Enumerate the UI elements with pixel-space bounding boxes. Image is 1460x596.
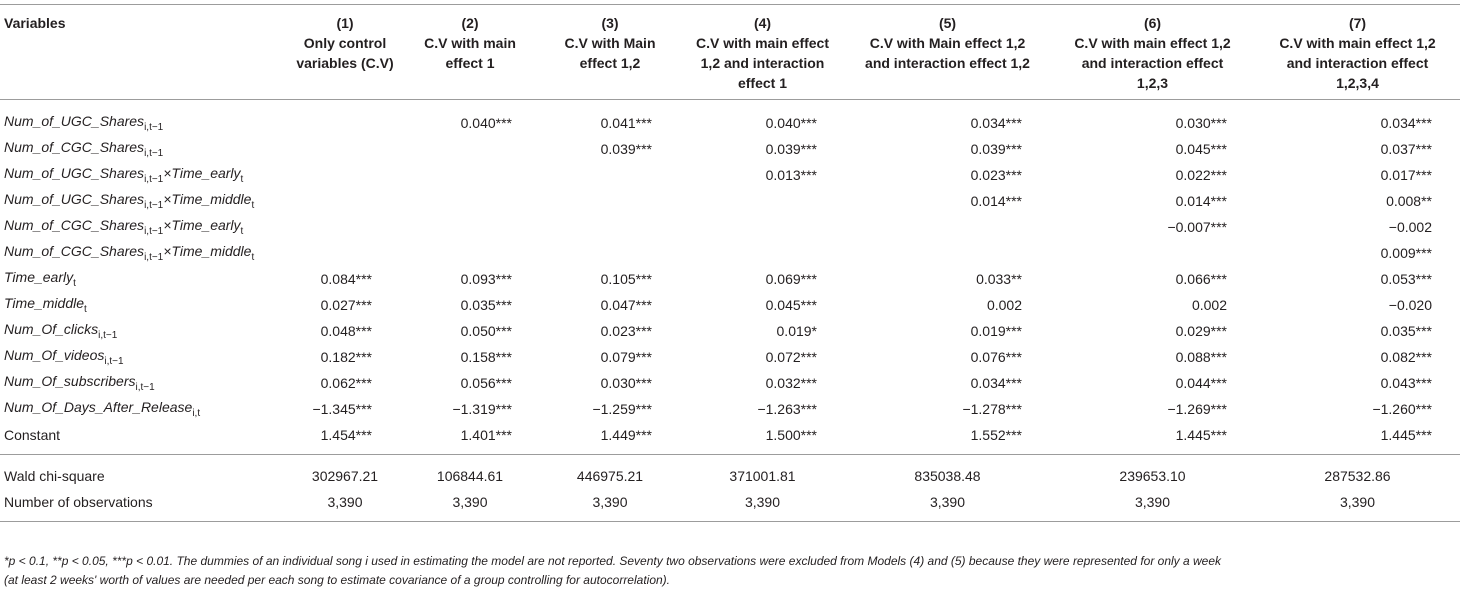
coefficient-cell: 0.014*** bbox=[970, 193, 1022, 209]
coefficient-cell: 0.013*** bbox=[765, 167, 817, 183]
coefficient-cell: 0.041*** bbox=[600, 115, 652, 131]
footnote-line-2: (at least 2 weeks' worth of values are needed per each song to estimate covariance of a group controlling for autocorrelation). bbox=[4, 573, 670, 587]
coefficient-cell: 0.030*** bbox=[1175, 115, 1227, 131]
coefficient-cell: 0.035*** bbox=[1380, 323, 1432, 339]
coefficient-cell: 0.050*** bbox=[460, 323, 512, 339]
coefficient-cell bbox=[290, 214, 400, 240]
coefficient-cell: 0.093*** bbox=[460, 271, 512, 287]
wald-cell: 302967.21 bbox=[290, 455, 400, 490]
coefficient-cell bbox=[540, 214, 680, 240]
interaction-term: ×Time_middle bbox=[163, 191, 252, 208]
coefficient-cell: 0.158*** bbox=[460, 349, 512, 365]
coefficient-cell: 0.045*** bbox=[765, 297, 817, 313]
variable-label bbox=[0, 188, 290, 214]
coefficient-cell: 0.056*** bbox=[460, 375, 512, 391]
wald-cell: 446975.21 bbox=[540, 455, 680, 490]
coefficient-cell: −1.263*** bbox=[757, 401, 817, 417]
coefficient-cell: −1.269*** bbox=[1167, 401, 1227, 417]
constant-cell: 1.445*** bbox=[1380, 427, 1432, 443]
wald-cell: 835038.48 bbox=[845, 455, 1050, 490]
coefficient-cell bbox=[845, 214, 1050, 240]
coefficient-cell: 0.040*** bbox=[765, 115, 817, 131]
variable-subscript: i,t bbox=[192, 407, 201, 419]
coefficient-cell: −1.319*** bbox=[452, 401, 512, 417]
interaction-subscript: t bbox=[251, 199, 255, 211]
coefficient-cell: 0.039*** bbox=[600, 141, 652, 157]
interaction-subscript: t bbox=[240, 173, 244, 185]
coefficient-cell: 0.029*** bbox=[1175, 323, 1227, 339]
coefficient-cell bbox=[680, 240, 845, 266]
coefficient-cell bbox=[400, 136, 540, 162]
observations-cell: 3,390 bbox=[1255, 489, 1460, 522]
coefficient-cell: 0.084*** bbox=[320, 271, 372, 287]
coefficient-cell: 0.023*** bbox=[970, 167, 1022, 183]
variable-subscript: i,t−1 bbox=[144, 173, 164, 185]
coefficient-cell: 0.009*** bbox=[1380, 245, 1432, 261]
coefficient-cell: 0.034*** bbox=[970, 375, 1022, 391]
observations-cell: 3,390 bbox=[1050, 489, 1255, 522]
regression-table bbox=[0, 4, 1460, 522]
wald-cell: 287532.86 bbox=[1255, 455, 1460, 490]
coefficient-cell: 0.022*** bbox=[1175, 167, 1227, 183]
coefficient-cell: 0.034*** bbox=[970, 115, 1022, 131]
variable-name: Num_of_UGC_Shares bbox=[4, 191, 145, 208]
coefficient-cell bbox=[680, 214, 845, 240]
variable-subscript: t bbox=[84, 303, 87, 315]
variable-name: Num_of_CGC_Shares bbox=[4, 243, 145, 260]
interaction-term: ×Time_early bbox=[163, 217, 241, 234]
observations-cell: 3,390 bbox=[290, 489, 400, 522]
coefficient-cell: 0.105*** bbox=[600, 271, 652, 287]
table-row bbox=[0, 214, 1460, 240]
table-row bbox=[0, 136, 1460, 162]
table-row bbox=[0, 292, 1460, 318]
coefficient-cell: 0.034*** bbox=[1380, 115, 1432, 131]
constant-label: Constant bbox=[4, 427, 61, 443]
coefficient-cell bbox=[290, 136, 400, 162]
table-footnote bbox=[4, 552, 1456, 590]
coefficient-cell: 0.062*** bbox=[320, 375, 372, 391]
variable-label bbox=[0, 344, 290, 370]
coefficient-cell bbox=[400, 162, 540, 188]
coefficient-cell: 0.023*** bbox=[600, 323, 652, 339]
header-model-3: (3) C.V with Main effect 1,2 bbox=[540, 5, 680, 100]
coefficient-cell: 0.053*** bbox=[1380, 271, 1432, 287]
coefficient-cell bbox=[845, 240, 1050, 266]
coefficient-cell: 0.019*** bbox=[970, 323, 1022, 339]
constant-cell: 1.449*** bbox=[600, 427, 652, 443]
observations-row bbox=[0, 489, 1460, 522]
coefficient-cell bbox=[1050, 240, 1255, 266]
coefficient-cell: 0.066*** bbox=[1175, 271, 1227, 287]
coefficient-cell: 0.039*** bbox=[765, 141, 817, 157]
coefficient-cell: 0.030*** bbox=[600, 375, 652, 391]
coefficient-cell bbox=[540, 188, 680, 214]
variable-label bbox=[0, 214, 290, 240]
variable-subscript: t bbox=[73, 277, 76, 289]
variable-subscript: i,t−1 bbox=[144, 121, 164, 133]
coefficient-cell: 0.019* bbox=[776, 323, 817, 339]
table-row bbox=[0, 344, 1460, 370]
table-row bbox=[0, 318, 1460, 344]
header-model-2: (2) C.V with main effect 1 bbox=[400, 5, 540, 100]
variable-name: Num_of_UGC_Shares bbox=[4, 165, 145, 182]
header-model-6: (6) C.V with main effect 1,2 and interaction effect 1,2,3 bbox=[1050, 5, 1255, 100]
coefficient-cell: 0.182*** bbox=[320, 349, 372, 365]
variable-label bbox=[0, 162, 290, 188]
coefficient-cell: 0.033** bbox=[976, 271, 1022, 287]
coefficient-cell: 0.069*** bbox=[765, 271, 817, 287]
coefficient-cell: 0.045*** bbox=[1175, 141, 1227, 157]
variable-name: Num_of_CGC_Shares bbox=[4, 139, 145, 156]
observations-cell: 3,390 bbox=[845, 489, 1050, 522]
observations-cell: 3,390 bbox=[680, 489, 845, 522]
variable-name: Num_of_CGC_Shares bbox=[4, 217, 145, 234]
coefficient-cell bbox=[400, 214, 540, 240]
constant-row bbox=[0, 422, 1460, 455]
coefficient-cell bbox=[400, 188, 540, 214]
variable-label bbox=[0, 100, 290, 137]
variable-name: Time_early bbox=[4, 269, 74, 286]
coefficient-cell bbox=[680, 188, 845, 214]
coefficient-cell: 0.014*** bbox=[1175, 193, 1227, 209]
coefficient-cell: −0.020 bbox=[1388, 297, 1432, 313]
variable-subscript: i,t−1 bbox=[144, 225, 164, 237]
variable-subscript: i,t−1 bbox=[135, 381, 155, 393]
variable-label bbox=[0, 240, 290, 266]
coefficient-cell bbox=[540, 240, 680, 266]
constant-cell: 1.445*** bbox=[1175, 427, 1227, 443]
coefficient-cell: 0.035*** bbox=[460, 297, 512, 313]
coefficient-cell: −0.002 bbox=[1388, 219, 1432, 235]
variable-name: Num_Of_videos bbox=[4, 347, 105, 364]
header-row bbox=[0, 5, 1460, 100]
coefficient-cell: 0.008** bbox=[1386, 193, 1432, 209]
wald-label: Wald chi-square bbox=[0, 455, 290, 490]
coefficient-cell: 0.017*** bbox=[1380, 167, 1432, 183]
wald-cell: 239653.10 bbox=[1050, 455, 1255, 490]
variable-label bbox=[0, 292, 290, 318]
coefficient-cell bbox=[400, 240, 540, 266]
variable-name: Num_Of_clicks bbox=[4, 321, 99, 338]
footnote-line-1: *p < 0.1, **p < 0.05, ***p < 0.01. The dummies of an individual song i used in estimating the model are not reported. Seventy two observations were excluded from Models (4) and (5) because they were represented for only a week bbox=[4, 554, 1222, 568]
coefficient-cell: 0.027*** bbox=[320, 297, 372, 313]
coefficient-cell: 0.002 bbox=[1191, 297, 1227, 313]
table-row bbox=[0, 100, 1460, 137]
coefficient-cell: 0.044*** bbox=[1175, 375, 1227, 391]
coefficient-cell: 0.088*** bbox=[1175, 349, 1227, 365]
wald-row bbox=[0, 455, 1460, 490]
observations-cell: 3,390 bbox=[400, 489, 540, 522]
observations-cell: 3,390 bbox=[540, 489, 680, 522]
header-model-1: (1) Only control variables (C.V) bbox=[290, 5, 400, 100]
coefficient-cell: 0.037*** bbox=[1380, 141, 1432, 157]
interaction-subscript: t bbox=[251, 251, 255, 263]
table-row bbox=[0, 162, 1460, 188]
table-row bbox=[0, 188, 1460, 214]
coefficient-cell: 0.076*** bbox=[970, 349, 1022, 365]
coefficient-cell: 0.072*** bbox=[765, 349, 817, 365]
coefficient-cell: 0.040*** bbox=[460, 115, 512, 131]
coefficient-cell: 0.047*** bbox=[600, 297, 652, 313]
interaction-term: ×Time_early bbox=[163, 165, 241, 182]
variable-label bbox=[0, 266, 290, 292]
variable-label bbox=[0, 370, 290, 396]
coefficient-cell: 0.048*** bbox=[320, 323, 372, 339]
variable-label bbox=[0, 396, 290, 422]
coefficient-cell: 0.079*** bbox=[600, 349, 652, 365]
coefficient-cell: 0.043*** bbox=[1380, 375, 1432, 391]
variable-name: Time_middle bbox=[4, 295, 85, 312]
header-variables: Variables bbox=[0, 5, 290, 100]
coefficient-cell: 0.082*** bbox=[1380, 349, 1432, 365]
coefficient-cell bbox=[290, 162, 400, 188]
coefficient-cell: 0.002 bbox=[986, 297, 1022, 313]
variable-subscript: i,t−1 bbox=[104, 355, 124, 367]
variable-label bbox=[0, 318, 290, 344]
table-row bbox=[0, 370, 1460, 396]
observations-label: Number of observations bbox=[0, 489, 290, 522]
coefficient-cell: −0.007*** bbox=[1167, 219, 1227, 235]
header-model-5: (5) C.V with Main effect 1,2 and interaction effect 1,2 bbox=[845, 5, 1050, 100]
header-model-4: (4) C.V with main effect 1,2 and interaction effect 1 bbox=[680, 5, 845, 100]
constant-cell: 1.401*** bbox=[460, 427, 512, 443]
variable-name: Num_Of_subscribers bbox=[4, 373, 136, 390]
variable-name: Num_of_UGC_Shares bbox=[4, 113, 145, 130]
constant-cell: 1.552*** bbox=[970, 427, 1022, 443]
coefficient-cell: 0.039*** bbox=[970, 141, 1022, 157]
coefficient-cell: −1.259*** bbox=[592, 401, 652, 417]
coefficient-cell: −1.278*** bbox=[962, 401, 1022, 417]
interaction-subscript: t bbox=[240, 225, 244, 237]
coefficient-cell bbox=[290, 240, 400, 266]
constant-cell: 1.500*** bbox=[765, 427, 817, 443]
variable-subscript: i,t−1 bbox=[144, 251, 164, 263]
coefficient-cell bbox=[290, 100, 400, 137]
wald-cell: 106844.61 bbox=[400, 455, 540, 490]
variable-subscript: i,t−1 bbox=[98, 329, 118, 341]
wald-cell: 371001.81 bbox=[680, 455, 845, 490]
variable-subscript: i,t−1 bbox=[144, 199, 164, 211]
variable-label bbox=[0, 136, 290, 162]
interaction-term: ×Time_middle bbox=[163, 243, 252, 260]
coefficient-cell: 0.032*** bbox=[765, 375, 817, 391]
variable-name: Num_Of_Days_After_Release bbox=[4, 399, 193, 416]
header-model-7: (7) C.V with main effect 1,2 and interaction effect 1,2,3,4 bbox=[1255, 5, 1460, 100]
variable-subscript: i,t−1 bbox=[144, 147, 164, 159]
coefficient-cell: −1.260*** bbox=[1372, 401, 1432, 417]
constant-cell: 1.454*** bbox=[320, 427, 372, 443]
coefficient-cell bbox=[290, 188, 400, 214]
coefficient-cell bbox=[540, 162, 680, 188]
table-row bbox=[0, 266, 1460, 292]
coefficient-cell: −1.345*** bbox=[312, 401, 372, 417]
table-row bbox=[0, 240, 1460, 266]
table-row bbox=[0, 396, 1460, 422]
